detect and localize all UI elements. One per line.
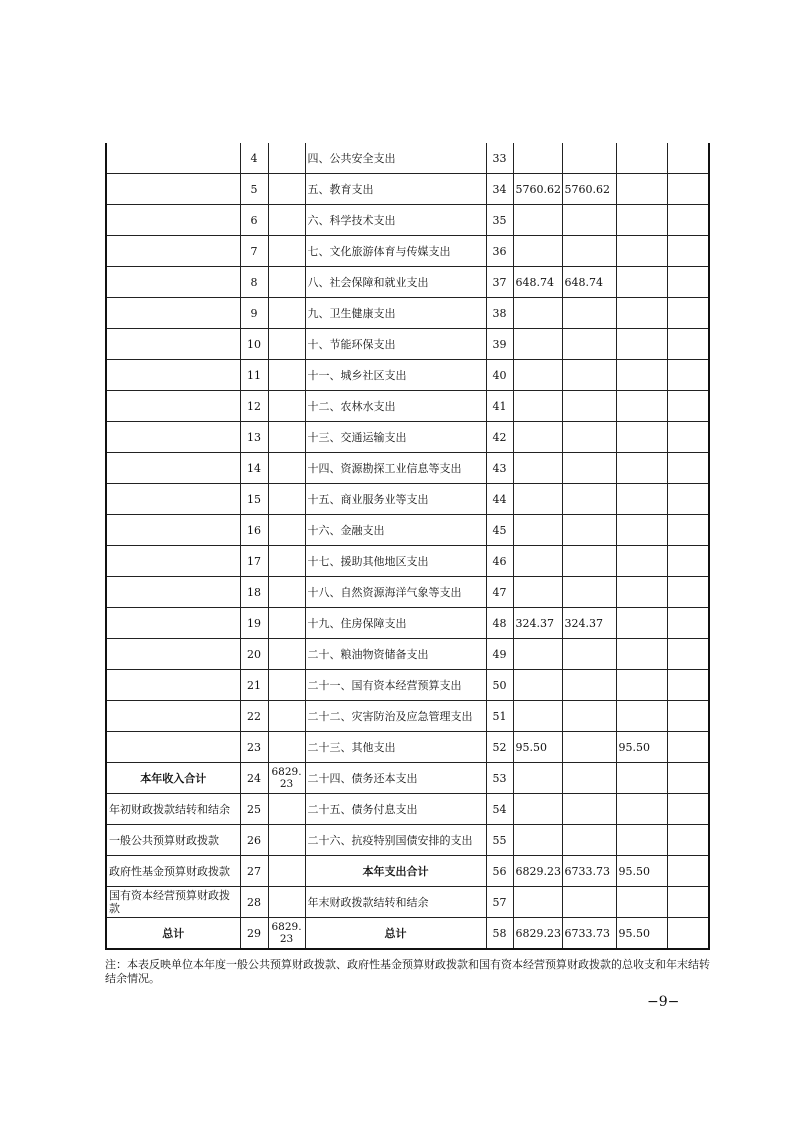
expense-row-number-cell: 52 (486, 732, 513, 763)
table-row (106, 143, 709, 174)
income-row-number-cell: 23 (240, 732, 268, 763)
expense-total-cell: 6829.23 (513, 918, 562, 950)
expense-row-number-cell: 48 (486, 608, 513, 639)
income-item-cell (106, 453, 240, 484)
government-fund-cell (616, 825, 667, 856)
expense-item-cell: 年末财政拨款结转和结余 (305, 887, 486, 918)
income-row-number-cell: 4 (240, 143, 268, 174)
general-budget-cell (562, 329, 616, 360)
expense-row-number-cell: 55 (486, 825, 513, 856)
expense-row-number-cell: 46 (486, 546, 513, 577)
income-item-cell (106, 298, 240, 329)
state-capital-cell (667, 608, 709, 639)
income-item-cell (106, 732, 240, 763)
government-fund-cell (616, 453, 667, 484)
state-capital-cell (667, 825, 709, 856)
general-budget-cell (562, 670, 616, 701)
expense-total-cell (513, 143, 562, 174)
table-row (106, 670, 709, 701)
table-row (106, 484, 709, 515)
state-capital-cell (667, 205, 709, 236)
expense-total-cell (513, 825, 562, 856)
expense-item-cell: 二十六、抗疫特别国债安排的支出 (305, 825, 486, 856)
expense-row-number-cell: 40 (486, 360, 513, 391)
table-row (106, 298, 709, 329)
income-item-cell (106, 515, 240, 546)
income-row-number-cell: 9 (240, 298, 268, 329)
expense-item-cell: 十五、商业服务业等支出 (305, 484, 486, 515)
government-fund-cell (616, 360, 667, 391)
state-capital-cell (667, 360, 709, 391)
expense-total-cell (513, 205, 562, 236)
government-fund-cell (616, 515, 667, 546)
general-budget-cell: 6733.73 (562, 918, 616, 950)
table-row (106, 918, 709, 950)
income-item-cell (106, 143, 240, 174)
expense-row-number-cell: 43 (486, 453, 513, 484)
expense-total-cell (513, 236, 562, 267)
income-row-number-cell: 7 (240, 236, 268, 267)
state-capital-cell (667, 701, 709, 732)
state-capital-cell (667, 422, 709, 453)
table-row (106, 577, 709, 608)
table-row (106, 360, 709, 391)
expense-total-cell (513, 639, 562, 670)
state-capital-cell (667, 670, 709, 701)
general-budget-cell: 6733.73 (562, 856, 616, 887)
government-fund-cell (616, 236, 667, 267)
expense-total-cell (513, 298, 562, 329)
expense-row-number-cell: 37 (486, 267, 513, 298)
income-amount-cell (268, 267, 305, 298)
income-item-cell (106, 701, 240, 732)
income-item-cell: 一般公共预算财政拨款 (106, 825, 240, 856)
expense-row-number-cell: 58 (486, 918, 513, 950)
state-capital-cell (667, 515, 709, 546)
government-fund-cell (616, 205, 667, 236)
expense-total-cell: 95.50 (513, 732, 562, 763)
income-amount-cell (268, 422, 305, 453)
expense-item-cell: 二十二、灾害防治及应急管理支出 (305, 701, 486, 732)
income-amount-cell (268, 360, 305, 391)
income-item-cell (106, 546, 240, 577)
state-capital-cell (667, 267, 709, 298)
state-capital-cell (667, 453, 709, 484)
general-budget-cell (562, 360, 616, 391)
expense-row-number-cell: 57 (486, 887, 513, 918)
expense-row-number-cell: 39 (486, 329, 513, 360)
government-fund-cell (616, 670, 667, 701)
government-fund-cell (616, 298, 667, 329)
general-budget-cell (562, 422, 616, 453)
income-amount-cell (268, 546, 305, 577)
income-row-number-cell: 20 (240, 639, 268, 670)
expense-total-cell (513, 422, 562, 453)
income-amount-cell (268, 143, 305, 174)
state-capital-cell (667, 918, 709, 950)
expense-item-cell: 十四、资源勘探工业信息等支出 (305, 453, 486, 484)
general-budget-cell (562, 546, 616, 577)
income-amount-cell (268, 825, 305, 856)
table-row (106, 329, 709, 360)
income-row-number-cell: 25 (240, 794, 268, 825)
income-row-number-cell: 12 (240, 391, 268, 422)
expense-row-number-cell: 35 (486, 205, 513, 236)
income-amount-cell (268, 174, 305, 205)
general-budget-cell: 324.37 (562, 608, 616, 639)
expense-total-cell (513, 391, 562, 422)
expense-item-cell: 二十三、其他支出 (305, 732, 486, 763)
state-capital-cell (667, 732, 709, 763)
income-row-number-cell: 24 (240, 763, 268, 794)
general-budget-cell (562, 205, 616, 236)
income-row-number-cell: 28 (240, 887, 268, 918)
expense-row-number-cell: 56 (486, 856, 513, 887)
expense-item-cell: 十九、住房保障支出 (305, 608, 486, 639)
expense-item-cell: 十六、金融支出 (305, 515, 486, 546)
general-budget-cell (562, 236, 616, 267)
state-capital-cell (667, 639, 709, 670)
government-fund-cell (616, 422, 667, 453)
income-item-cell (106, 267, 240, 298)
income-row-number-cell: 27 (240, 856, 268, 887)
government-fund-cell (616, 701, 667, 732)
expense-row-number-cell: 42 (486, 422, 513, 453)
income-item-cell: 总计 (106, 918, 240, 950)
expense-row-number-cell: 34 (486, 174, 513, 205)
expense-row-number-cell: 54 (486, 794, 513, 825)
expense-total-cell: 6829.23 (513, 856, 562, 887)
expense-item-cell: 十二、农林水支出 (305, 391, 486, 422)
expense-row-number-cell: 47 (486, 577, 513, 608)
budget-table (105, 143, 710, 950)
general-budget-cell (562, 143, 616, 174)
expense-total-cell: 648.74 (513, 267, 562, 298)
income-item-cell: 国有资本经营预算财政拨款 (106, 887, 240, 918)
state-capital-cell (667, 484, 709, 515)
table-row (106, 453, 709, 484)
income-row-number-cell: 26 (240, 825, 268, 856)
general-budget-cell (562, 453, 616, 484)
government-fund-cell (616, 639, 667, 670)
expense-item-cell: 九、卫生健康支出 (305, 298, 486, 329)
expense-item-cell: 十七、援助其他地区支出 (305, 546, 486, 577)
income-amount-cell (268, 887, 305, 918)
income-row-number-cell: 22 (240, 701, 268, 732)
income-item-cell: 年初财政拨款结转和结余 (106, 794, 240, 825)
income-item-cell (106, 174, 240, 205)
income-item-cell (106, 608, 240, 639)
expense-total-cell (513, 453, 562, 484)
general-budget-cell: 648.74 (562, 267, 616, 298)
expense-row-number-cell: 53 (486, 763, 513, 794)
income-item-cell (106, 205, 240, 236)
budget-table-container (105, 143, 708, 950)
expense-row-number-cell: 36 (486, 236, 513, 267)
income-amount-cell (268, 515, 305, 546)
expense-item-cell: 十八、自然资源海洋气象等支出 (305, 577, 486, 608)
expense-row-number-cell: 41 (486, 391, 513, 422)
table-row (106, 732, 709, 763)
government-fund-cell (616, 577, 667, 608)
table-row (106, 856, 709, 887)
expense-total-cell (513, 360, 562, 391)
expense-item-cell: 二十四、债务还本支出 (305, 763, 486, 794)
income-item-cell: 本年收入合计 (106, 763, 240, 794)
expense-total-cell (513, 763, 562, 794)
state-capital-cell (667, 143, 709, 174)
income-amount-cell (268, 608, 305, 639)
table-row (106, 174, 709, 205)
income-amount-cell (268, 794, 305, 825)
expense-total-cell (513, 701, 562, 732)
income-amount-cell (268, 236, 305, 267)
general-budget-cell (562, 639, 616, 670)
state-capital-cell (667, 391, 709, 422)
income-item-cell (106, 391, 240, 422)
table-row (106, 887, 709, 918)
general-budget-cell (562, 577, 616, 608)
state-capital-cell (667, 856, 709, 887)
income-row-number-cell: 17 (240, 546, 268, 577)
state-capital-cell (667, 794, 709, 825)
state-capital-cell (667, 577, 709, 608)
general-budget-cell (562, 794, 616, 825)
income-amount-cell (268, 701, 305, 732)
expense-item-cell: 总计 (305, 918, 486, 950)
expense-total-cell (513, 670, 562, 701)
general-budget-cell (562, 391, 616, 422)
expense-row-number-cell: 44 (486, 484, 513, 515)
income-row-number-cell: 11 (240, 360, 268, 391)
expense-item-cell: 二十、粮油物资储备支出 (305, 639, 486, 670)
income-row-number-cell: 5 (240, 174, 268, 205)
expense-item-cell: 十、节能环保支出 (305, 329, 486, 360)
state-capital-cell (667, 546, 709, 577)
income-item-cell (106, 577, 240, 608)
income-item-cell (106, 484, 240, 515)
expense-row-number-cell: 38 (486, 298, 513, 329)
income-item-cell (106, 670, 240, 701)
expense-total-cell (513, 329, 562, 360)
government-fund-cell (616, 329, 667, 360)
general-budget-cell (562, 887, 616, 918)
government-fund-cell: 95.50 (616, 732, 667, 763)
government-fund-cell (616, 794, 667, 825)
state-capital-cell (667, 174, 709, 205)
income-row-number-cell: 29 (240, 918, 268, 950)
income-row-number-cell: 8 (240, 267, 268, 298)
income-amount-cell: 6829.23 (268, 918, 305, 950)
income-row-number-cell: 15 (240, 484, 268, 515)
income-row-number-cell: 16 (240, 515, 268, 546)
government-fund-cell (616, 763, 667, 794)
income-item-cell: 政府性基金预算财政拨款 (106, 856, 240, 887)
government-fund-cell (616, 267, 667, 298)
expense-item-cell: 八、社会保障和就业支出 (305, 267, 486, 298)
expense-item-cell: 二十一、国有资本经营预算支出 (305, 670, 486, 701)
income-item-cell (106, 236, 240, 267)
expense-item-cell: 十三、交通运输支出 (305, 422, 486, 453)
government-fund-cell (616, 887, 667, 918)
general-budget-cell: 5760.62 (562, 174, 616, 205)
table-row (106, 701, 709, 732)
expense-row-number-cell: 49 (486, 639, 513, 670)
table-row (106, 608, 709, 639)
expense-total-cell: 5760.62 (513, 174, 562, 205)
government-fund-cell (616, 608, 667, 639)
government-fund-cell: 95.50 (616, 918, 667, 950)
table-row (106, 205, 709, 236)
government-fund-cell (616, 391, 667, 422)
general-budget-cell (562, 484, 616, 515)
income-row-number-cell: 13 (240, 422, 268, 453)
table-row (106, 639, 709, 670)
table-row (106, 422, 709, 453)
income-item-cell (106, 422, 240, 453)
government-fund-cell (616, 484, 667, 515)
expense-total-cell (513, 546, 562, 577)
page-number: −9− (647, 994, 680, 1010)
income-item-cell (106, 360, 240, 391)
table-row (106, 794, 709, 825)
general-budget-cell (562, 515, 616, 546)
state-capital-cell (667, 329, 709, 360)
expense-item-cell: 四、公共安全支出 (305, 143, 486, 174)
expense-total-cell (513, 515, 562, 546)
income-amount-cell: 6829.23 (268, 763, 305, 794)
state-capital-cell (667, 298, 709, 329)
income-amount-cell (268, 298, 305, 329)
income-row-number-cell: 19 (240, 608, 268, 639)
table-row (106, 236, 709, 267)
expense-item-cell: 七、文化旅游体育与传媒支出 (305, 236, 486, 267)
expense-row-number-cell: 50 (486, 670, 513, 701)
general-budget-cell (562, 298, 616, 329)
expense-item-cell: 五、教育支出 (305, 174, 486, 205)
government-fund-cell (616, 143, 667, 174)
expense-item-cell: 十一、城乡社区支出 (305, 360, 486, 391)
expense-total-cell (513, 577, 562, 608)
income-amount-cell (268, 639, 305, 670)
income-row-number-cell: 10 (240, 329, 268, 360)
income-row-number-cell: 18 (240, 577, 268, 608)
government-fund-cell (616, 174, 667, 205)
general-budget-cell (562, 825, 616, 856)
state-capital-cell (667, 763, 709, 794)
expense-item-cell: 六、科学技术支出 (305, 205, 486, 236)
table-row (106, 825, 709, 856)
income-amount-cell (268, 484, 305, 515)
general-budget-cell (562, 732, 616, 763)
income-amount-cell (268, 453, 305, 484)
income-amount-cell (268, 732, 305, 763)
income-row-number-cell: 14 (240, 453, 268, 484)
income-item-cell (106, 329, 240, 360)
expense-total-cell: 324.37 (513, 608, 562, 639)
table-footnote: 注：本表反映单位本年度一般公共预算财政拨款、政府性基金预算财政拨款和国有资本经营预算财政拨款的总收支和年末结转结余情况。 (105, 958, 710, 985)
table-row (106, 763, 709, 794)
government-fund-cell (616, 546, 667, 577)
state-capital-cell (667, 887, 709, 918)
income-row-number-cell: 6 (240, 205, 268, 236)
government-fund-cell: 95.50 (616, 856, 667, 887)
table-row (106, 546, 709, 577)
income-amount-cell (268, 205, 305, 236)
income-amount-cell (268, 329, 305, 360)
expense-total-cell (513, 484, 562, 515)
expense-item-cell: 二十五、债务付息支出 (305, 794, 486, 825)
expense-item-cell: 本年支出合计 (305, 856, 486, 887)
table-row (106, 391, 709, 422)
state-capital-cell (667, 236, 709, 267)
expense-row-number-cell: 45 (486, 515, 513, 546)
expense-row-number-cell: 33 (486, 143, 513, 174)
income-amount-cell (268, 391, 305, 422)
income-amount-cell (268, 577, 305, 608)
expense-total-cell (513, 794, 562, 825)
income-row-number-cell: 21 (240, 670, 268, 701)
income-item-cell (106, 639, 240, 670)
expense-total-cell (513, 887, 562, 918)
general-budget-cell (562, 763, 616, 794)
table-row (106, 267, 709, 298)
general-budget-cell (562, 701, 616, 732)
expense-row-number-cell: 51 (486, 701, 513, 732)
income-amount-cell (268, 856, 305, 887)
table-row (106, 515, 709, 546)
income-amount-cell (268, 670, 305, 701)
